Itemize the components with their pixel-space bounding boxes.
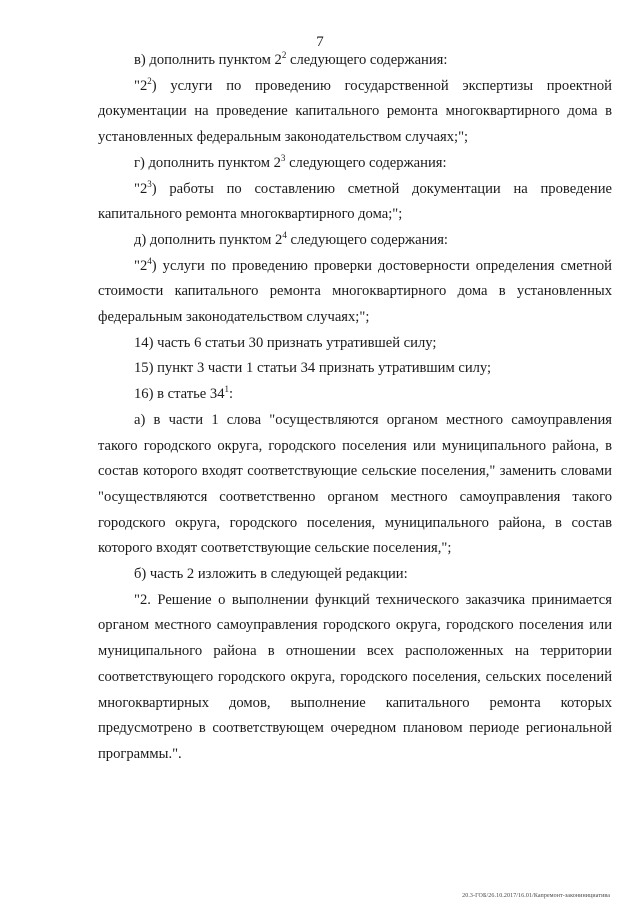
paragraph-item-2-2: "$2^2$) услуги по проведению государственной экспертизы проектной документации на проведение капитального ремонта многоквартирного дома в установленных федеральным законодательством случаях;"; — [98, 75, 612, 146]
paragraph-amend-d: д) дополнить пунктом $2^4$ следующего содержания: — [134, 229, 448, 248]
paragraph-part-2-text: "2. Решение о выполнении функций технического заказчика принимается органом местного самоуправления городского округа, городского поселения или муниципального района в отношении всех расположенных на территории соответствующего городского округа, городского поселения, сельских поселений многоквартирных домов, выполнение капитального ремонта которых предусмотрено в соответствующем очередном плановом периоде региональной программы.". — [98, 591, 612, 762]
paragraph-item-2-4: "$2^4$) услуги по проведению проверки достоверности определения сметной стоимости капитального ремонта многоквартирного дома в установленных федеральным законодательством случаях;"; — [98, 255, 612, 326]
paragraph-subitem-a: а) в части 1 слова "осуществляются органом местного самоуправления такого городского округа, городского поселения или муниципального района, в состав которого входят соответствующие сельские поселения," заменить словами "осуществляются соответственно органом местного самоуправления такого городского округа, городского поселения, муниципального района, в состав которого входят соответствующие сельские поселения,"; — [98, 411, 612, 557]
document-body — [98, 48, 612, 768]
footer-document-code: 20.3-ГОБ/26.10.2017/16.01/Капремонт-законинициатива — [462, 893, 610, 899]
page-number: 7 — [316, 34, 324, 50]
paragraph-item-16: 16) в статье $34^1$: — [134, 384, 234, 403]
paragraph-amend-v: в) дополнить пунктом $2^2$ следующего содержания: — [134, 50, 448, 68]
paragraph-item-15: 15) пункт 3 части 1 статьи 34 признать утратившим силу; — [134, 360, 492, 377]
paragraph-subitem-b: б) часть 2 изложить в следующей редакции: — [134, 566, 408, 583]
paragraph-amend-g: г) дополнить пунктом $2^3$ следующего содержания: — [134, 152, 447, 171]
paragraph-item-2-3: "$2^3$) работы по составлению сметной документации на проведение капитального ремонта многоквартирного дома;"; — [98, 178, 612, 223]
paragraph-item-14: 14) часть 6 статьи 30 признать утратившей силу; — [134, 334, 437, 351]
